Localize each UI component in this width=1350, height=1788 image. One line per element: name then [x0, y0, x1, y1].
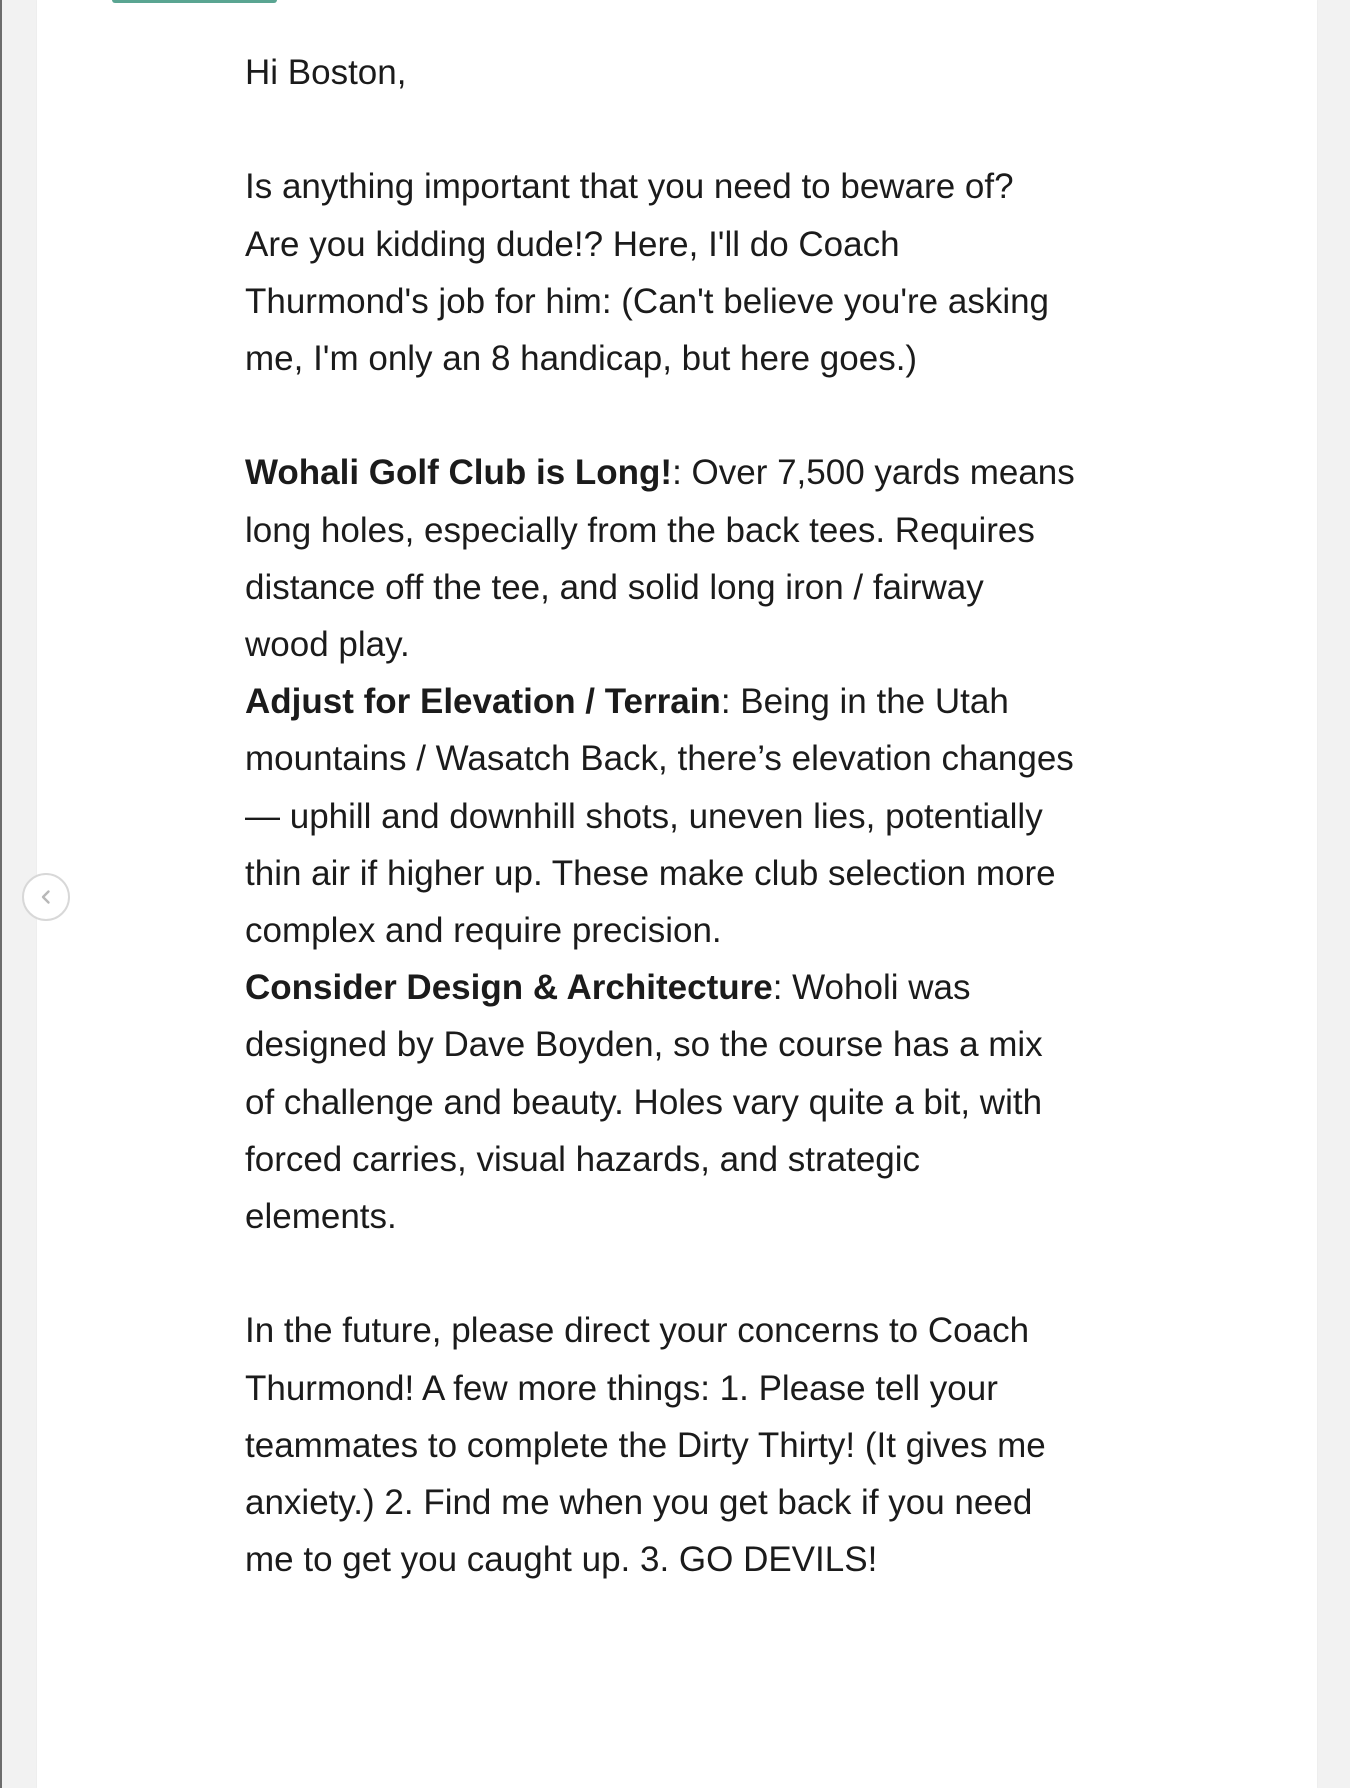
previous-button[interactable] [22, 873, 70, 921]
email-body [245, 44, 1075, 1588]
section-design [245, 959, 1075, 1245]
section-elevation-text: : Being in the Utah mountains / Wasatch Back, there’s elevation changes — uphill and downhill shots, uneven lies, potentially thin air if higher up. These make club selection more complex and require precision. [245, 682, 1074, 951]
screen-left-edge [0, 0, 2, 1788]
section-length [245, 444, 1075, 673]
paragraph-gap [245, 387, 1075, 444]
section-elevation [245, 673, 1075, 959]
paragraph-gap [245, 101, 1075, 158]
section-design-text: : Woholi was designed by Dave Boyden, so the course has a mix of challenge and beauty. Holes vary quite a bit, with forced carries, visual hazards, and strategic elements. [245, 968, 1043, 1237]
chevron-left-icon [37, 888, 55, 906]
email-greeting: Hi Boston, [245, 53, 407, 92]
email-sheet [37, 0, 1317, 1788]
email-intro: Is anything important that you need to beware of? Are you kidding dude!? Here, I'll do Coach Thurmond's job for him: (Can't believe you're asking me, I'm only an 8 handicap, but here goes.) [245, 167, 1050, 378]
section-elevation-heading: Adjust for Elevation / Terrain [245, 682, 721, 722]
top-accent-bar [112, 0, 277, 3]
paragraph-gap [245, 1245, 1075, 1302]
section-length-heading: Wohali Golf Club is Long! [245, 453, 673, 493]
section-length-text: : Over 7,500 yards means long holes, especially from the back tees. Requires distance off the tee, and solid long iron / fairway wood play. [245, 453, 1075, 664]
section-design-heading: Consider Design & Architecture [245, 968, 773, 1008]
email-closing: In the future, please direct your concerns to Coach Thurmond! A few more things: 1. Please tell your teammates to complete the Dirty Thirty! (It gives me anxiety.) 2. Find me when you get back if you need me to get you caught up. 3. GO DEVILS! [245, 1311, 1046, 1580]
